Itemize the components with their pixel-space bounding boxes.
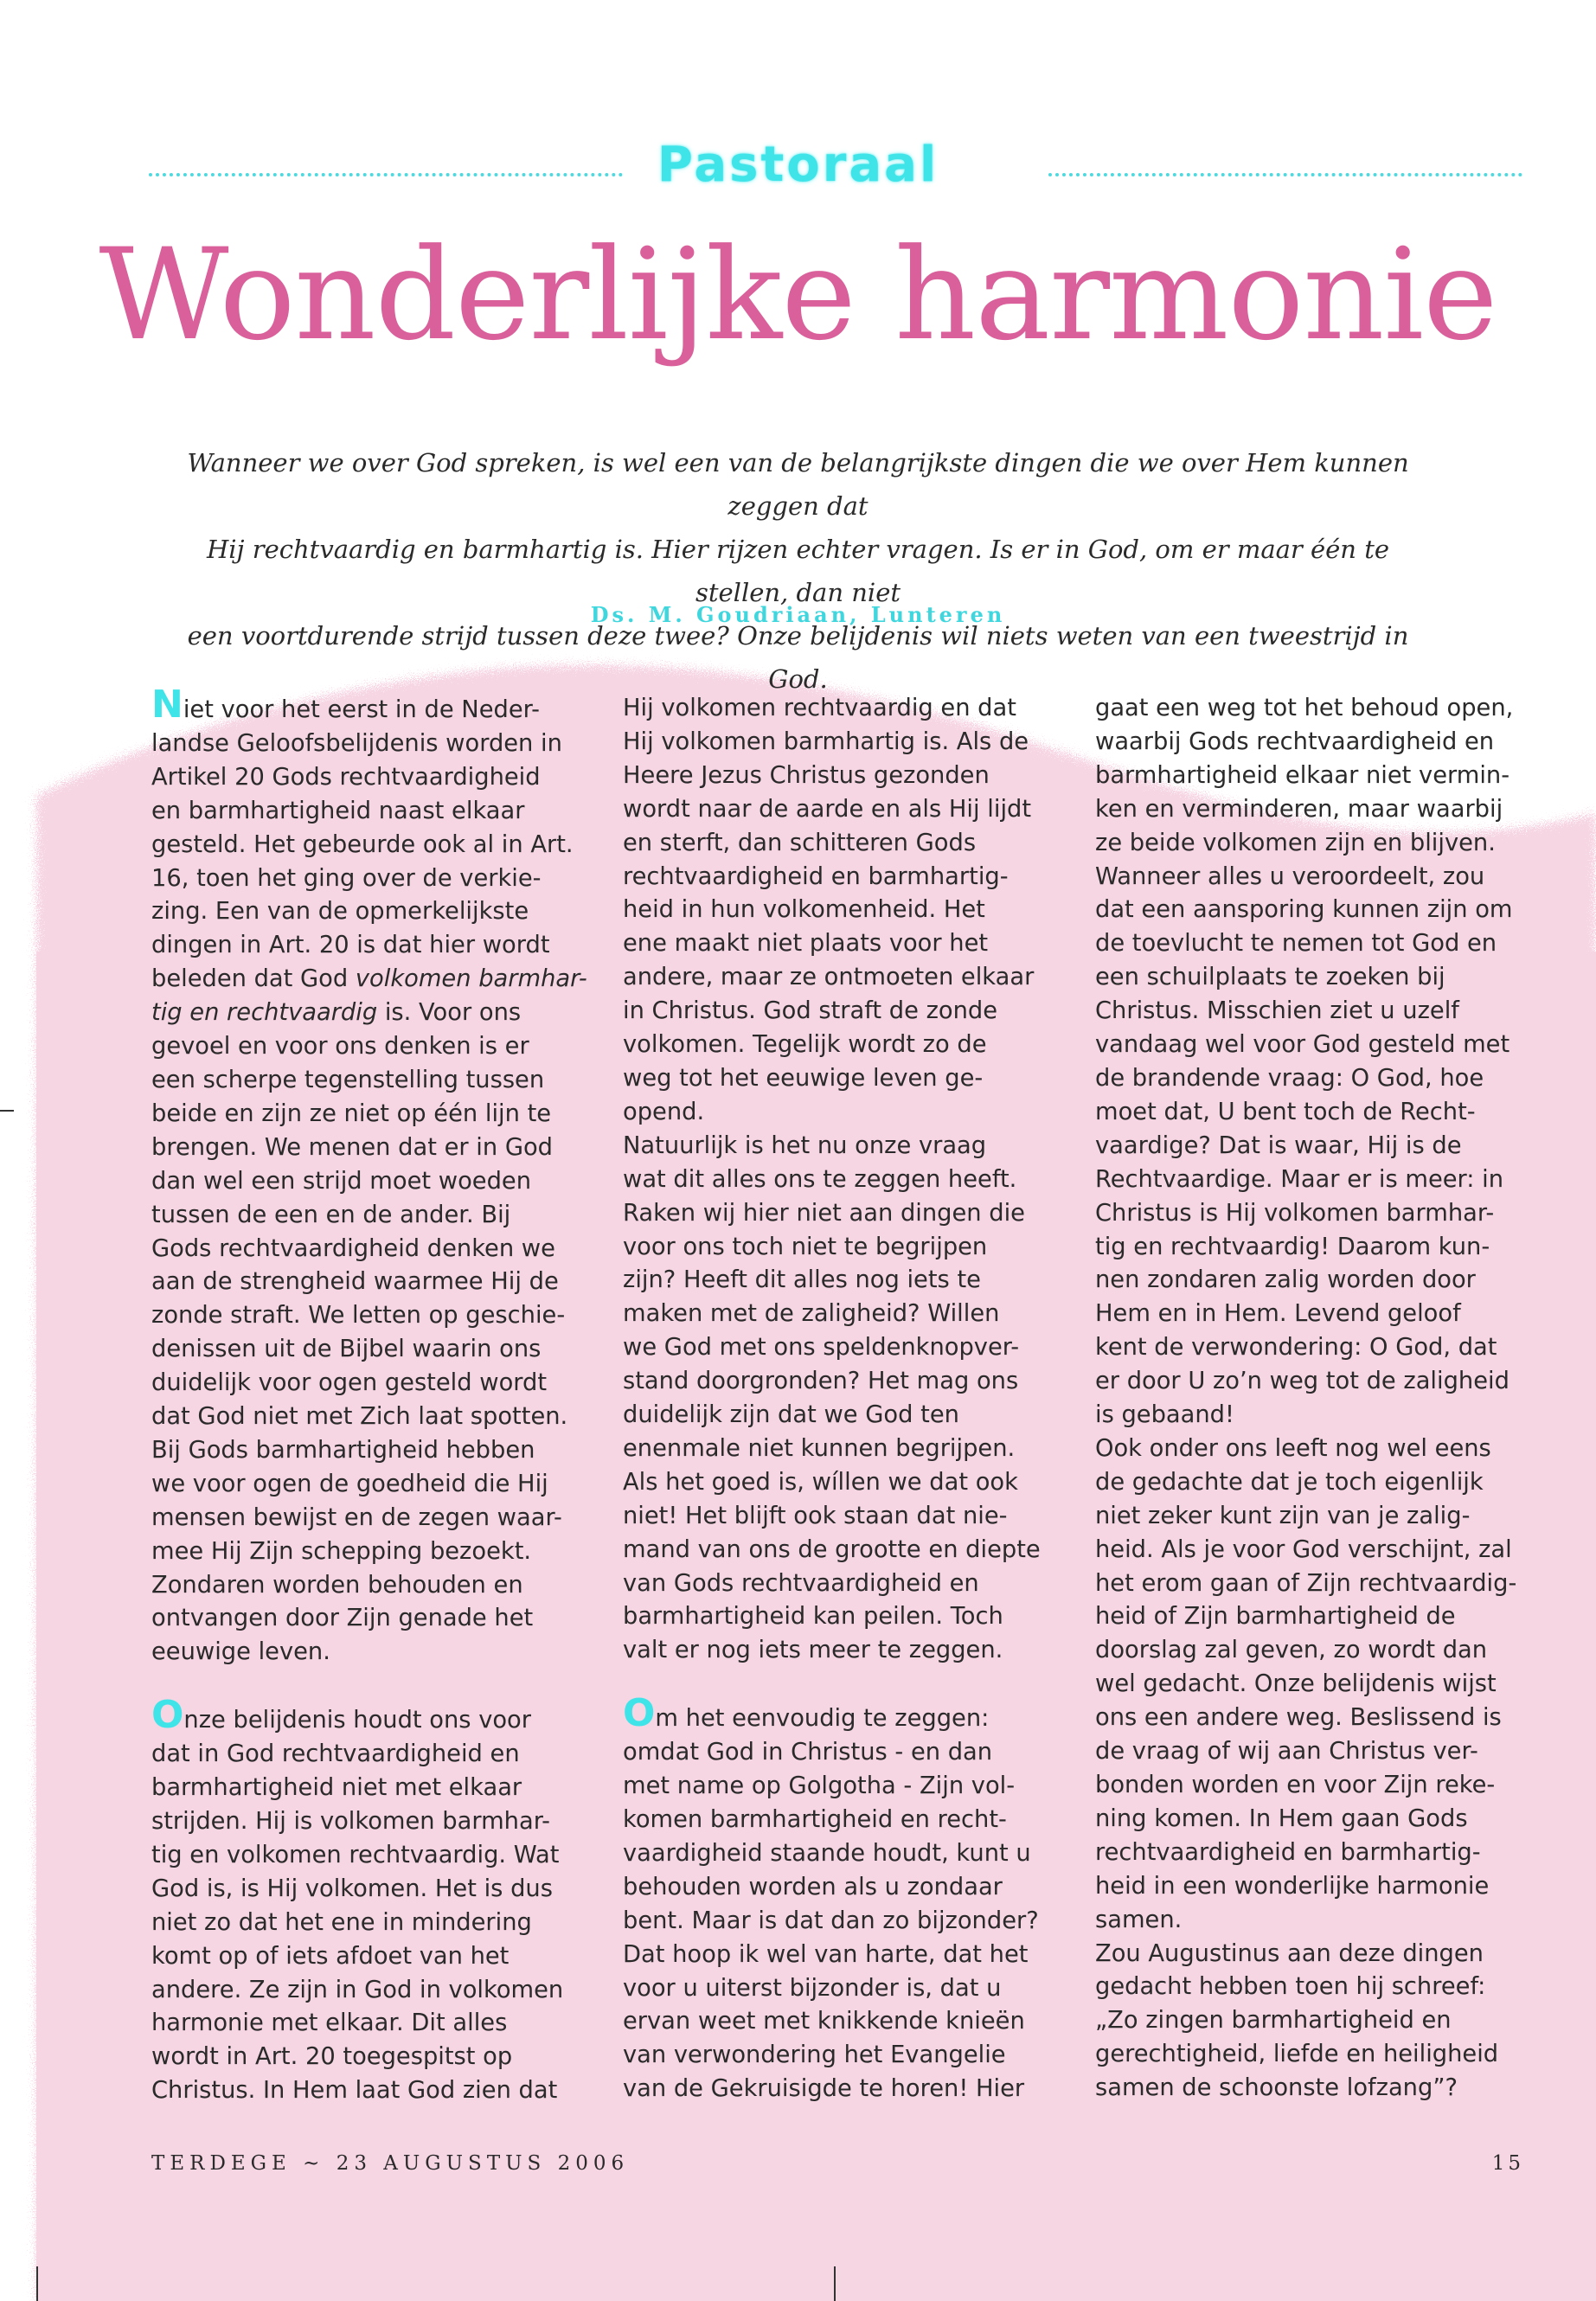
body-line: Hem en in Hem. Levend geloof bbox=[1095, 1300, 1461, 1328]
article-intro bbox=[164, 441, 1432, 701]
line-text: m het eenvoudig te zeggen: bbox=[655, 1705, 990, 1733]
body-line: God is, is Hij volkomen. Het is dus bbox=[151, 1875, 553, 1902]
body-line: het erom gaan of Zijn rechtvaardig- bbox=[1095, 1569, 1517, 1597]
body-line: Christus. In Hem laat God zien dat bbox=[151, 2077, 558, 2105]
body-line: Hij volkomen barmhartig is. Als de bbox=[623, 727, 1029, 755]
article-headline: Wonderlijke harmonie bbox=[99, 221, 1497, 369]
emphasis-text: volkomen barmhar- bbox=[355, 965, 587, 993]
body-line: beide en zijn ze niet op één lijn te bbox=[151, 1099, 552, 1127]
body-line: dat in God rechtvaardigheid en bbox=[151, 1740, 520, 1768]
body-line: komen barmhartigheid en recht- bbox=[623, 1806, 1007, 1833]
drop-cap: O bbox=[623, 1691, 656, 1736]
body-line: Christus. Misschien ziet u uzelf bbox=[1095, 997, 1459, 1025]
intro-line: Hij rechtvaardig en barmhartig is. Hier rijzen echter vragen. Is er in God, om er maar één te stellen, dan niet bbox=[206, 535, 1390, 607]
body-line: van de Gekruisigde te horen! Hier bbox=[623, 2075, 1025, 2103]
body-line: en barmhartigheid naast elkaar bbox=[151, 797, 525, 824]
line-text: beleden dat God bbox=[151, 965, 356, 993]
body-line: wordt in Art. 20 toegespitst op bbox=[151, 2043, 513, 2071]
body-line: rechtvaardigheid en barmhartig- bbox=[1095, 1838, 1481, 1866]
body-line: denissen uit de Bijbel waarin ons bbox=[151, 1336, 542, 1363]
body-line: brengen. We menen dat er in God bbox=[151, 1133, 554, 1161]
body-line: 16, toen het ging over de verkie- bbox=[151, 864, 542, 892]
body-line: barmhartigheid elkaar niet vermin- bbox=[1095, 761, 1510, 789]
body-line: zonde straft. We letten op geschie- bbox=[151, 1302, 566, 1330]
body-line: andere, maar ze ontmoeten elkaar bbox=[623, 964, 1035, 991]
body-line: ken en verminderen, maar waarbij bbox=[1095, 795, 1503, 823]
body-line: tig en volkomen rechtvaardig. Wat bbox=[151, 1841, 560, 1868]
text-column-3 bbox=[1095, 692, 1536, 2106]
body-line: gevoel en voor ons denken is er bbox=[151, 1033, 529, 1061]
body-line: strijden. Hij is volkomen barmhar- bbox=[151, 1808, 551, 1835]
body-line: valt er nog iets meer te zeggen. bbox=[623, 1637, 1003, 1664]
body-line: duidelijk voor ogen gesteld wordt bbox=[151, 1369, 548, 1397]
body-line: ons een andere weg. Beslissend is bbox=[1095, 1704, 1502, 1732]
intro-line: een voortdurende strijd tussen deze twee? Onze belijdenis wil niets weten van een tweestrijd in God. bbox=[187, 621, 1409, 694]
drop-cap: O bbox=[151, 1693, 184, 1738]
body-line: behouden worden als u zondaar bbox=[623, 1873, 1003, 1900]
body-line: we God met ons speldenknopver- bbox=[623, 1334, 1020, 1362]
body-line: komt op of iets afdoet van het bbox=[151, 1942, 510, 1970]
line-text: iet voor het eerst in de Neder- bbox=[183, 696, 540, 723]
body-line: dat een aansporing kunnen zijn om bbox=[1095, 896, 1513, 924]
body-line bbox=[151, 1693, 593, 1738]
body-line: doorslag zal geven, zo wordt dan bbox=[1095, 1637, 1488, 1664]
body-line: rechtvaardigheid en barmhartig- bbox=[623, 862, 1009, 890]
body-line: een scherpe tegenstelling tussen bbox=[151, 1066, 545, 1093]
body-line: van Gods rechtvaardigheid en bbox=[623, 1569, 979, 1597]
body-line: „Zo zingen barmhartigheid en bbox=[1095, 2007, 1452, 2035]
body-line: is gebaand! bbox=[1095, 1401, 1234, 1429]
body-line: zing. Een van de opmerkelijkste bbox=[151, 898, 529, 926]
body-line: barmhartigheid kan peilen. Toch bbox=[623, 1603, 1003, 1631]
crop-mark-bottom-left bbox=[36, 2266, 38, 2301]
body-line: volkomen. Tegelijk wordt zo de bbox=[623, 1031, 987, 1059]
body-line: bent. Maar is dat dan zo bijzonder? bbox=[623, 1907, 1039, 1934]
body-line: de vraag of wij aan Christus ver- bbox=[1095, 1738, 1478, 1766]
body-line: de gedachte dat je toch eigenlijk bbox=[1095, 1468, 1484, 1496]
body-line: opend. bbox=[623, 1098, 705, 1125]
body-line: tig en rechtvaardig! Daarom kun- bbox=[1095, 1233, 1490, 1260]
body-line: maken met de zaligheid? Willen bbox=[623, 1300, 1000, 1328]
crop-mark-left bbox=[0, 1110, 14, 1112]
paragraph-1-continued bbox=[151, 1030, 593, 1670]
body-line: Rechtvaardige. Maar er is meer: in bbox=[1095, 1165, 1504, 1193]
body-line bbox=[623, 1691, 1064, 1736]
body-line: in Christus. God straft de zonde bbox=[623, 997, 998, 1025]
body-line: bonden worden en voor Zijn reke- bbox=[1095, 1772, 1496, 1798]
body-line: Zou Augustinus aan deze dingen bbox=[1095, 1939, 1484, 1967]
body-line: met name op Golgotha - Zijn vol- bbox=[623, 1772, 1016, 1800]
body-line: niet zo dat het ene in mindering bbox=[151, 1908, 532, 1936]
body-line: gaat een weg tot het behoud open, bbox=[1095, 695, 1514, 721]
paragraph-1 bbox=[623, 692, 1064, 1668]
line-text: nze belijdenis houdt ons voor bbox=[183, 1707, 531, 1734]
section-label: Pastoraal bbox=[657, 137, 939, 193]
body-line bbox=[151, 997, 593, 1030]
body-line: kent de verwondering: O God, dat bbox=[1095, 1334, 1497, 1362]
paragraph-1 bbox=[1095, 692, 1536, 2106]
body-line: Natuurlijk is het nu onze vraag bbox=[623, 1131, 987, 1159]
body-line: eeuwige leven. bbox=[151, 1638, 330, 1666]
body-line: ene maakt niet plaats voor het bbox=[623, 930, 989, 958]
body-line: van verwondering het Evangelie bbox=[623, 2041, 1006, 2069]
body-line: er door U zo’n weg tot de zaligheid bbox=[1095, 1368, 1509, 1395]
paragraph-gap bbox=[151, 1670, 593, 1702]
body-line: stand doorgronden? Het mag ons bbox=[623, 1368, 1019, 1395]
body-line: Artikel 20 Gods rechtvaardigheid bbox=[151, 763, 541, 791]
body-line: Christus is Hij volkomen barmhar- bbox=[1095, 1199, 1495, 1227]
body-line: Gods rechtvaardigheid denken we bbox=[151, 1234, 555, 1262]
body-line: landse Geloofsbelijdenis worden in bbox=[151, 729, 562, 757]
body-line: duidelijk zijn dat we God ten bbox=[623, 1401, 959, 1429]
body-line: waarbij Gods rechtvaardigheid en bbox=[1095, 727, 1495, 755]
body-line: Ook onder ons leeft nog wel eens bbox=[1095, 1434, 1491, 1462]
body-line: we voor ogen de goedheid die Hij bbox=[151, 1470, 548, 1497]
body-line: de brandende vraag: O God, hoe bbox=[1095, 1064, 1484, 1092]
body-line: aan de strengheid waarmee Hij de bbox=[151, 1268, 559, 1296]
body-line: Dat hoop ik wel van harte, dat het bbox=[623, 1940, 1029, 1968]
paragraph-2 bbox=[623, 1736, 1064, 2106]
body-line: vaardigheid staande houdt, kunt u bbox=[623, 1839, 1031, 1867]
body-line: niet! Het blijft ook staan dat nie- bbox=[623, 1502, 1008, 1529]
body-line: ning komen. In Hem gaan Gods bbox=[1095, 1804, 1468, 1832]
body-line: omdat God in Christus - en dan bbox=[623, 1739, 993, 1766]
body-line: heid in een wonderlijke harmonie bbox=[1095, 1872, 1490, 1900]
body-line: mee Hij Zijn schepping bezoekt. bbox=[151, 1537, 532, 1565]
body-line: Hij volkomen rechtvaardig en dat bbox=[623, 695, 1016, 721]
body-line bbox=[151, 683, 593, 727]
body-line: vandaag wel voor God gesteld met bbox=[1095, 1031, 1510, 1059]
line-text: is. Voor ons bbox=[377, 999, 522, 1027]
body-line: een schuilplaats te zoeken bij bbox=[1095, 964, 1445, 991]
body-line: gerechtigheid, liefde en heiligheid bbox=[1095, 2041, 1499, 2068]
body-line: weg tot het eeuwige leven ge- bbox=[623, 1064, 984, 1092]
decorative-rule-right bbox=[1048, 173, 1522, 176]
body-line: wordt naar de aarde en als Hij lijdt bbox=[623, 795, 1032, 823]
intro-line: Wanneer we over God spreken, is wel een van de belangrijkste dingen die we over Hem kunnen zeggen dat bbox=[187, 448, 1409, 521]
body-line: en sterft, dan schitteren Gods bbox=[623, 829, 977, 856]
body-line: nen zondaren zalig worden door bbox=[1095, 1266, 1476, 1294]
body-line: enenmale niet kunnen begrijpen. bbox=[623, 1434, 1016, 1462]
body-line: mand van ons de grootte en diepte bbox=[623, 1535, 1041, 1563]
body-line: wel gedacht. Onze belijdenis wijst bbox=[1095, 1670, 1497, 1698]
text-column-1 bbox=[151, 683, 593, 2108]
body-line: dat God niet met Zich laat spotten. bbox=[151, 1403, 568, 1431]
body-line: heid in hun volkomenheid. Het bbox=[623, 896, 985, 924]
body-line: Heere Jezus Christus gezonden bbox=[623, 761, 990, 789]
body-line: ze beide volkomen zijn en blijven. bbox=[1095, 829, 1496, 856]
body-line bbox=[151, 963, 593, 997]
body-line: voor ons toch niet te begrijpen bbox=[623, 1233, 988, 1260]
author-byline: Ds. M. Goudriaan, Lunteren bbox=[590, 602, 1006, 627]
paragraph-gap bbox=[623, 1668, 1064, 1701]
body-line: niet zeker kunt zijn van je zalig- bbox=[1095, 1502, 1471, 1529]
page-number: 15 bbox=[1491, 2152, 1524, 2175]
body-line: Bij Gods barmhartigheid hebben bbox=[151, 1436, 535, 1464]
body-line: wat dit alles ons te zeggen heeft. bbox=[623, 1165, 1017, 1193]
body-line: moet dat, U bent toch de Recht- bbox=[1095, 1098, 1476, 1125]
body-line: barmhartigheid niet met elkaar bbox=[151, 1774, 522, 1802]
body-line: andere. Ze zijn in God in volkomen bbox=[151, 1976, 564, 2003]
body-line: tussen de een en de ander. Bij bbox=[151, 1201, 511, 1228]
crop-mark-bottom-center bbox=[834, 2266, 836, 2301]
body-line: samen. bbox=[1095, 1906, 1183, 1933]
paragraph-1 bbox=[151, 727, 593, 963]
body-line: heid. Als je voor God verschijnt, zal bbox=[1095, 1535, 1512, 1563]
body-line: ervan weet met knikkende knieën bbox=[623, 2008, 1025, 2035]
body-line: Raken wij hier niet aan dingen die bbox=[623, 1199, 1025, 1227]
body-line: Als het goed is, wíllen we dat ook bbox=[623, 1468, 1018, 1496]
footer-publication: TERDEGE ~ 23 AUGUSTUS 2006 bbox=[151, 2152, 630, 2175]
body-line: Zondaren worden behouden en bbox=[151, 1571, 523, 1599]
body-line: dingen in Art. 20 is dat hier wordt bbox=[151, 932, 550, 959]
body-line: ontvangen door Zijn genade het bbox=[151, 1605, 534, 1632]
body-line: samen de schoonste lofzang”? bbox=[1095, 2074, 1458, 2102]
body-line: vaardige? Dat is waar, Hij is de bbox=[1095, 1131, 1462, 1159]
body-line: heid of Zijn barmhartigheid de bbox=[1095, 1603, 1456, 1631]
body-line: Wanneer alles u veroordeelt, zou bbox=[1095, 862, 1485, 890]
body-line: mensen bewijst en de zegen waar- bbox=[151, 1503, 562, 1531]
body-line: harmonie met elkaar. Dit alles bbox=[151, 2009, 508, 2037]
body-line: voor u uiterst bijzonder is, dat u bbox=[623, 1974, 1002, 2002]
body-line: gedacht hebben toen hij schreef: bbox=[1095, 1973, 1486, 2001]
emphasis-text: tig en rechtvaardig bbox=[151, 999, 378, 1027]
text-column-2 bbox=[623, 692, 1064, 2106]
body-line: dan wel een strijd moet woeden bbox=[151, 1167, 532, 1195]
body-line: gesteld. Het gebeurde ook al in Art. bbox=[151, 830, 574, 858]
body-line: zijn? Heeft dit alles nog iets te bbox=[623, 1266, 981, 1294]
drop-cap: N bbox=[151, 683, 183, 727]
body-line: de toevlucht te nemen tot God en bbox=[1095, 930, 1497, 958]
paragraph-2 bbox=[151, 1738, 593, 2108]
